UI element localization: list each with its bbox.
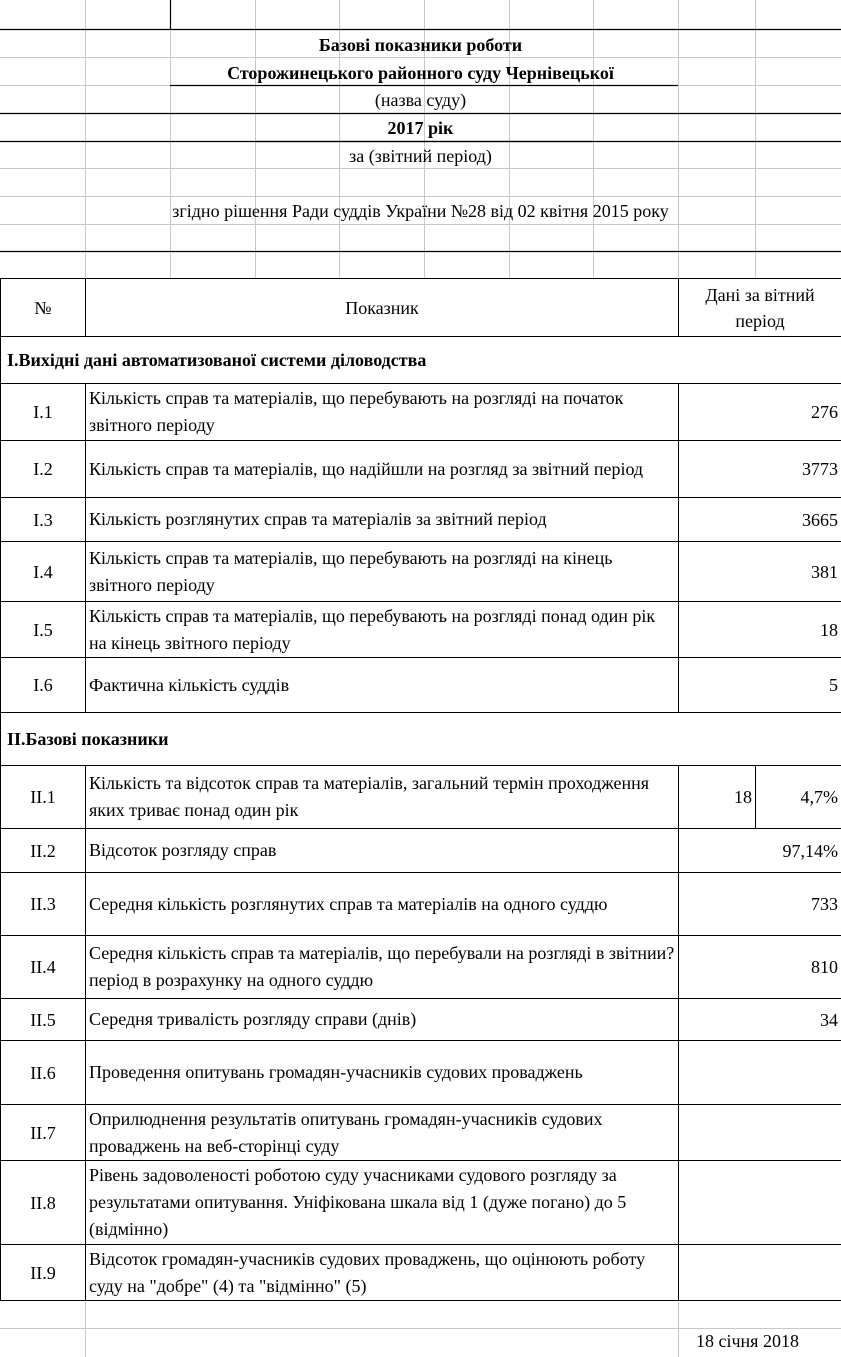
- period-hint: за (звітний період): [349, 146, 492, 166]
- table-row: [1, 999, 841, 1041]
- table-row: [1, 542, 841, 602]
- report-year: 2017 рік: [387, 118, 454, 138]
- row-number: II.6: [1, 1041, 86, 1105]
- row-label: Середня кількість справ та матеріалів, що перебували на розгляді в звітнии? період в розрахунку на одного суддю: [86, 936, 679, 999]
- row-percent-value: 4,7%: [756, 766, 841, 829]
- row-label: Середня тривалість розгляду справи (днів): [86, 999, 679, 1041]
- row-number: II.5: [1, 999, 86, 1041]
- row-number: I.5: [1, 602, 86, 658]
- table-row: [1, 873, 841, 936]
- row-value: 733: [679, 873, 841, 936]
- section-title-2: II.Базові показники: [1, 713, 841, 766]
- row-number: II.8: [1, 1161, 86, 1245]
- row-value: 97,14%: [679, 829, 841, 873]
- court-name: Сторожинецького районного суду Чернівецької: [227, 63, 614, 83]
- row-label: Рівень задоволеності роботою суду учасниками судового розгляду за результатами опитування. Уніфікована шкала від 1 (дуже погано) до 5 (відмінно): [86, 1161, 679, 1245]
- row-value: [679, 1105, 841, 1161]
- table-row: [1, 498, 841, 542]
- row-number: II.2: [1, 829, 86, 873]
- row-label: Кількість розглянутих справ та матеріалів за звітний період: [86, 498, 679, 542]
- table-row: [1, 441, 841, 498]
- row-value: [679, 1161, 841, 1245]
- row-label: Кількість справ та матеріалів, що перебувають на розгляді на кінець звітного періоду: [86, 542, 679, 602]
- header-title: Базові показники роботи: [318, 35, 523, 55]
- row-value: 276: [679, 384, 841, 441]
- row-number: II.7: [1, 1105, 86, 1161]
- row-number: II.1: [1, 766, 86, 829]
- row-value: [679, 1245, 841, 1301]
- row-number: I.2: [1, 441, 86, 498]
- row-value: 5: [679, 658, 841, 713]
- column-header-indicator: Показник: [86, 279, 679, 337]
- table-row: [1, 829, 841, 873]
- row-label: Кількість справ та матеріалів, що надійшли на розгляд за звітний період: [86, 441, 679, 498]
- row-number: I.6: [1, 658, 86, 713]
- row-value: 18: [679, 602, 841, 658]
- table-row: [1, 1041, 841, 1105]
- indicators-table: [0, 278, 841, 1301]
- table-row: [1, 1161, 841, 1245]
- table-row: [1, 602, 841, 658]
- row-number: I.4: [1, 542, 86, 602]
- table-row: [1, 766, 841, 829]
- row-number: I.1: [1, 384, 86, 441]
- row-label: Середня кількість розглянутих справ та матеріалів на одного суддю: [86, 873, 679, 936]
- row-label: Кількість справ та матеріалів, що перебувають на розгляді понад один рік на кінець звітного періоду: [86, 602, 679, 658]
- section-row: [1, 337, 841, 384]
- row-value: 810: [679, 936, 841, 999]
- report-date: 18 січня 2018: [696, 1331, 799, 1351]
- section-title-1: I.Вихідні дані автоматизованої системи діловодства: [1, 337, 841, 384]
- row-label: Кількість та відсоток справ та матеріалів, загальний термін проходження яких триває понад один рік: [86, 766, 679, 829]
- row-number: II.4: [1, 936, 86, 999]
- court-name-hint: (назва суду): [374, 90, 467, 110]
- row-label: Кількість справ та матеріалів, що перебувають на розгляді на початок звітного періоду: [86, 384, 679, 441]
- table-row: [1, 1245, 841, 1301]
- table-row: [1, 658, 841, 713]
- row-value: [679, 1041, 841, 1105]
- table-header-row: [1, 279, 841, 337]
- row-value: 3665: [679, 498, 841, 542]
- row-value: 34: [679, 999, 841, 1041]
- row-count-value: 18: [679, 766, 756, 829]
- row-label: Оприлюднення результатів опитувань громадян-учасників судових проваджень на веб-сторінці суду: [86, 1105, 679, 1161]
- column-header-data: Дані за вітний період: [679, 279, 841, 337]
- table-row: [1, 936, 841, 999]
- row-number: I.3: [1, 498, 86, 542]
- section-row: [1, 713, 841, 766]
- row-label: Відсоток громадян-учасників судових проваджень, що оцінюють роботу суду на "добре" (4) та "відмінно" (5): [86, 1245, 679, 1301]
- row-label: Відсоток розгляду справ: [86, 829, 679, 873]
- column-header-number: №: [1, 279, 86, 337]
- table-row: [1, 384, 841, 441]
- table-row: [1, 1105, 841, 1161]
- row-value: 3773: [679, 441, 841, 498]
- row-value: 381: [679, 542, 841, 602]
- row-number: II.3: [1, 873, 86, 936]
- row-number: II.9: [1, 1245, 86, 1301]
- row-label: Фактична кількість суддів: [86, 658, 679, 713]
- row-label: Проведення опитувань громадян-учасників судових проваджень: [86, 1041, 679, 1105]
- basis-text: згідно рішення Ради суддів України №28 від 02 квітня 2015 року: [172, 201, 669, 221]
